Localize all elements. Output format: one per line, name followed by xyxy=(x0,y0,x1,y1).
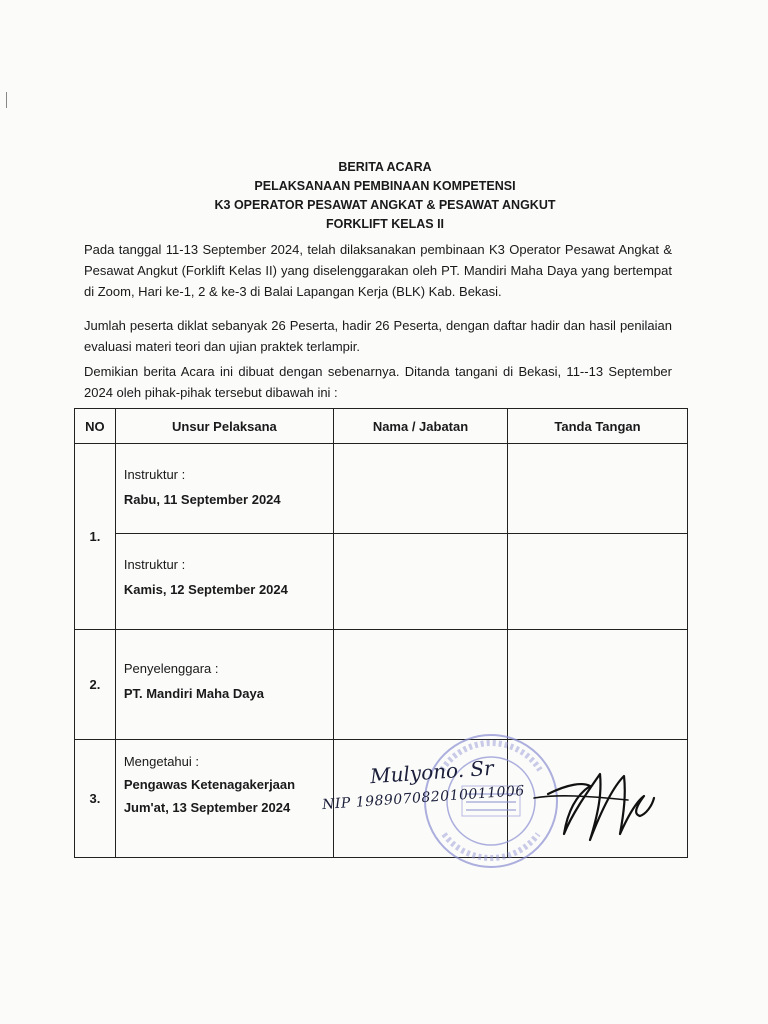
handwritten-name: Mulyono. Sr xyxy=(369,755,495,789)
header-nama: Nama / Jabatan xyxy=(334,409,508,444)
role-label: Instruktur : xyxy=(123,557,186,572)
row-number: 1. xyxy=(75,444,116,630)
role-label: Mengetahui : xyxy=(123,754,199,769)
role-detail: Rabu, 11 September 2024 xyxy=(123,492,281,507)
handwritten-signature xyxy=(528,754,668,850)
unsur-cell xyxy=(115,534,333,630)
role-label: Instruktur : xyxy=(123,467,186,482)
unsur-cell xyxy=(115,444,333,534)
header-unsur: Unsur Pelaksana xyxy=(115,409,333,444)
row-number: 3. xyxy=(75,740,116,858)
nama-cell xyxy=(334,444,508,534)
ttd-cell xyxy=(508,444,688,534)
role-label: Penyelenggara : xyxy=(123,661,219,676)
paragraph-participants: Jumlah peserta diklat sebanyak 26 Peserta, hadir 26 Peserta, dengan daftar hadir dan hasil penilaian evaluasi materi teori dan ujian praktek terlampir. xyxy=(84,318,672,354)
unsur-cell xyxy=(115,630,333,740)
header-no: NO xyxy=(75,409,116,444)
ttd-cell xyxy=(508,534,688,630)
table-header-row xyxy=(75,409,688,444)
title-line-1: BERITA ACARA xyxy=(338,160,432,174)
nama-cell xyxy=(334,630,508,740)
title-line-3: K3 OPERATOR PESAWAT ANGKAT & PESAWAT ANGKUT xyxy=(214,198,556,212)
table-row xyxy=(75,534,688,630)
title-line-4: FORKLIFT KELAS II xyxy=(325,217,445,231)
role-detail: PT. Mandiri Maha Daya xyxy=(123,686,264,701)
role-date: Jum'at, 13 September 2024 xyxy=(123,800,291,815)
document-title xyxy=(130,158,640,234)
table-row xyxy=(75,444,688,534)
table-row xyxy=(75,630,688,740)
unsur-cell xyxy=(115,740,333,858)
role-detail: Pengawas Ketenagakerjaan xyxy=(123,777,296,792)
scan-mark xyxy=(6,92,7,108)
title-line-2: PELAKSANAAN PEMBINAAN KOMPETENSI xyxy=(254,179,516,193)
header-ttd: Tanda Tangan xyxy=(508,409,688,444)
paragraph-intro: Pada tanggal 11-13 September 2024, telah dilaksanakan pembinaan K3 Operator Pesawat Angkat & Pesawat Angkut (Forklift Kelas II) yang diselenggarakan oleh PT. Mandiri Maha Daya yang bertempat di Zoom, Hari ke-1, 2 & ke-3 di Balai Lapangan Kerja (BLK) Kab. Bekasi. xyxy=(84,242,672,299)
nama-cell xyxy=(334,534,508,630)
row-number: 2. xyxy=(75,630,116,740)
handwritten-nip: NIP 198907082010011006 xyxy=(321,782,526,814)
paragraph-closing: Demikian berita Acara ini dibuat dengan sebenarnya. Ditanda tangani di Bekasi, 11--13 September 2024 oleh pihak-pihak tersebut dibawah ini : xyxy=(84,364,672,400)
role-detail: Kamis, 12 September 2024 xyxy=(123,582,288,597)
ttd-cell xyxy=(508,630,688,740)
